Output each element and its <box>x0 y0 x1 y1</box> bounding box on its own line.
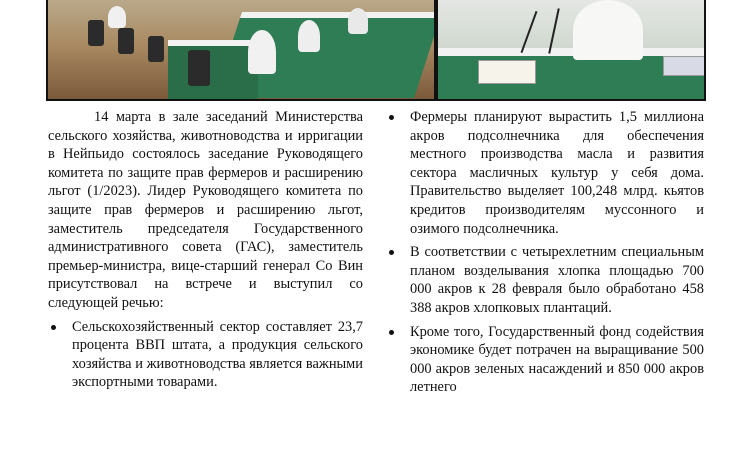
intro-paragraph: 14 марта в зале заседаний Министерства сельского хозяйства, животноводства и ирригации в Нейпьидо состоялось заседание Руководящего комитета по защите прав фермеров и расширению льгот (1/2023). Лидер Руководящего комитета по защите прав фермеров и расширению льгот, заместитель председателя Государственного административного совета (ГАС), заместитель премьер-министра, вице-старший генерал Со Вин присутствовал на встрече и выступил со следующей речью: <box>48 109 363 311</box>
speaker-photo <box>438 0 704 99</box>
left-bullet-list <box>48 318 363 392</box>
meeting-hall-photo <box>48 0 434 99</box>
right-column <box>386 108 704 402</box>
photo-strip <box>46 0 706 101</box>
bullet-item: Фермеры планируют вырастить 1,5 миллиона акров подсолнечника для обеспечения местного производства масла и развития сектора масличных культур у себя дома. Правительство выделяет 100,248 млрд. кьятов кредитов производителям муссонного и озимого подсолнечника. <box>386 108 704 238</box>
right-bullet-list <box>386 108 704 397</box>
left-column <box>48 108 363 397</box>
bullet-item: В соответствии с четырехлетним специальным планом возделывания хлопка площадью 700 000 акров к 28 февраля было обработано 458 388 акров хлопковых плантаций. <box>386 243 704 317</box>
bullet-item: Сельскохозяйственный сектор составляет 23,7 процента ВВП штата, а продукция сельского хозяйства и животноводства является важными экспортными товарами. <box>48 318 363 392</box>
bullet-item: Кроме того, Государственный фонд содействия экономике будет потрачен на выращивание 500 000 акров зеленых насаждений и 850 000 акров летнего <box>386 323 704 397</box>
